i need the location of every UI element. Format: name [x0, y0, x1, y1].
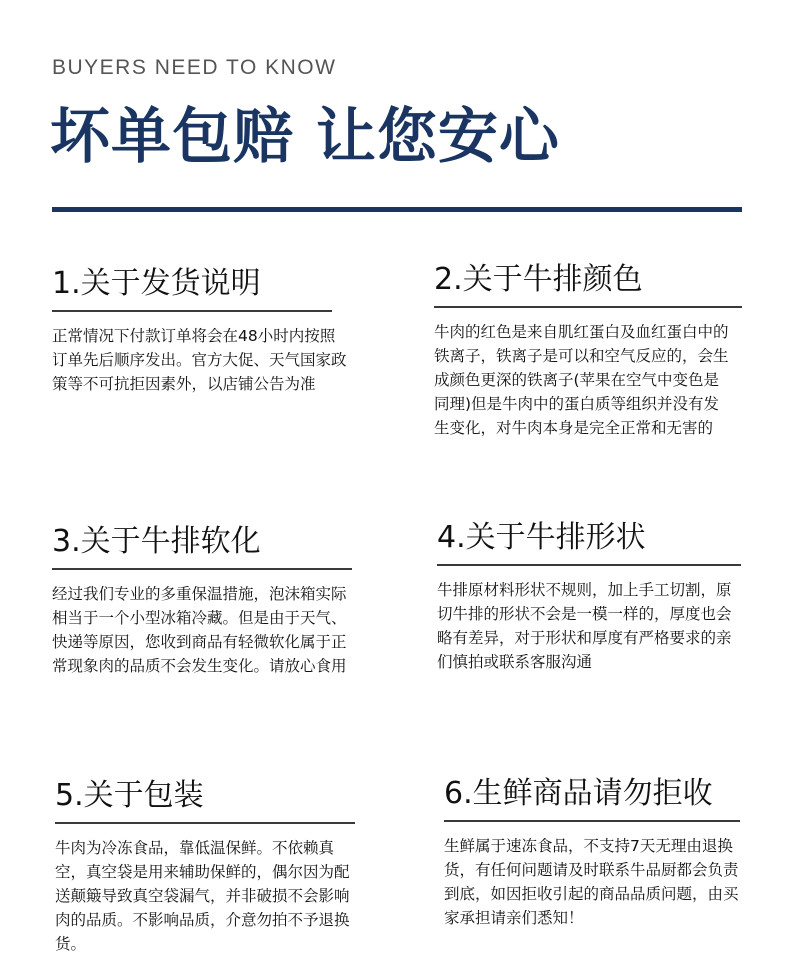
section-body: 经过我们专业的多重保温措施，泡沫箱实际相当于一个小型冰箱冷藏。但是由于天气、快递等原因，您收到商品有轻微软化属于正常现象肉的品质不会发生变化。请放心食用: [52, 585, 347, 676]
section-divider: [444, 820, 740, 822]
section-no-refusal: [444, 776, 744, 930]
section-title: 2.关于牛排颜色: [434, 262, 643, 297]
section-body: 牛肉为冷冻食品，靠低温保鲜。不依赖真空，真空袋是用来辅助保鲜的，偶尔因为配送颠簸导致真空袋漏气，并非破损不会影响肉的品质。不影响品质，介意勿拍不予退换货。: [55, 839, 350, 954]
section-body: 牛排原材料形状不规则，加上手工切割，原切牛排的形状不会是一模一样的，厚度也会略有差异，对于形状和厚度有严格要求的亲们慎拍或联系客服沟通: [437, 581, 732, 672]
section-steak-shape: [437, 520, 737, 674]
section-title: 1.关于发货说明: [52, 266, 261, 301]
section-shipping: [52, 266, 352, 396]
section-steak-color: [434, 262, 734, 440]
section-body: 牛肉的红色是来自肌红蛋白及血红蛋白中的铁离子，铁离子是可以和空气反应的，会生成颜色更深的铁离子(苹果在空气中变色是同理)但是牛肉中的蛋白质等组织并没有发生变化，对牛肉本身是完全正常和无害的: [434, 323, 729, 438]
section-title: 4.关于牛排形状: [437, 520, 646, 555]
section-body: 正常情况下付款订单将会在48小时内按照订单先后顺序发出。官方大促、天气国家政策等不可抗拒因素外，以店铺公告为准: [52, 327, 347, 394]
section-divider: [52, 568, 352, 570]
header-divider: [52, 207, 742, 212]
section-steak-softening: [52, 524, 352, 678]
section-title: 3.关于牛排软化: [52, 524, 261, 559]
section-divider: [437, 564, 741, 566]
section-title: 6.生鲜商品请勿拒收: [444, 776, 713, 811]
section-body: 生鲜属于速冻食品，不支持7天无理由退换货，有任何问题请及时联系牛品厨都会负责到底，如因拒收引起的商品品质问题，由买家承担请亲们悉知！: [444, 837, 739, 928]
section-divider: [434, 306, 742, 308]
section-divider: [55, 822, 355, 824]
section-packaging: [55, 778, 355, 956]
section-title: 5.关于包装: [55, 778, 204, 813]
eyebrow-text: BUYERS NEED TO KNOW: [52, 56, 337, 79]
section-divider: [52, 310, 332, 312]
page-title: 坏单包赔 让您安心: [50, 102, 560, 172]
